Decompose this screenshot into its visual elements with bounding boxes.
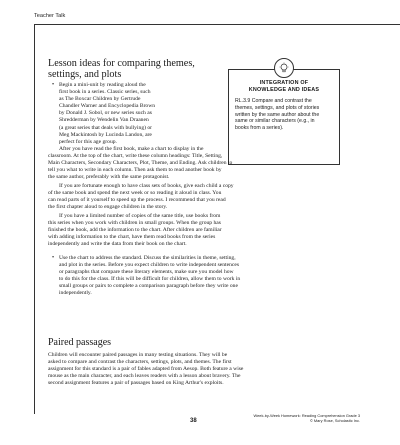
bullet-marker: • bbox=[52, 82, 55, 88]
paragraph-class-sets: If you are fortunate enough to have class sets of books, give each child a copy of the same book and spend the next week or so reading it aloud in class. You can read parts of it yourself to speed up the process. I recommend that you read the first chapter aloud to engage children in the story. bbox=[48, 183, 234, 211]
bullet-paragraph-2: Use the chart to address the standard. Discuss the similarities in theme, setting, and plot in the series. Before you expect children to write independent sentences or paragraphs that compare these literary elements, make sure you model how to do this for the class. If this will be difficult for children, allow them to work in small groups or pairs to complete a comparison paragraph before they write one independently. bbox=[59, 255, 241, 297]
paired-passages-heading: Paired passages bbox=[48, 337, 112, 348]
paragraph-chart-setup: After you have read the first book, make a chart to display in the classroom. At the top of the chart, write these column headings: Title, Setting, Main Characters, Secondary Characters, Plot, Theme, and Ending. Ask children to tell you what to write in each column. Then ask them to read another book by the same author, preferably with the same protagonist. bbox=[48, 146, 233, 181]
sidebar-title: INTEGRATION OF KNOWLEDGE AND IDEAS bbox=[248, 80, 320, 93]
paired-passages-paragraph: Children will encounter paired passages in many testing situations. They will be asked to compare and contrast the characters, settings, plots, and themes. The first assignment for this standard is a pair of fables adapted from Aesop. Both feature a wise mouse as the main character, and each leaves readers with a lesson about bravery. The second assignment features a pair of passages based on King Arthur's exploits. bbox=[48, 352, 244, 387]
top-rule bbox=[34, 24, 400, 25]
left-rule bbox=[34, 24, 35, 414]
bullet-marker: • bbox=[52, 255, 55, 261]
running-header: Teacher Talk bbox=[34, 13, 66, 19]
lesson-heading: Lesson ideas for comparing themes, settings, and plots bbox=[48, 58, 195, 81]
bullet-paragraph-1: Begin a mini-unit by reading aloud the first book in a series. Classic series, such as The Boxcar Children by Gertrude Chandler Warner and Encyclopedia Brown by Donald J. Sobol, or new series such as Shredderman by Wendelin Van Draanen (a great series that deals with bullying) or Meg Mackintosh by Lucinda Landon, are perfect for this age group. bbox=[59, 82, 156, 145]
lightbulb-icon bbox=[274, 58, 294, 78]
page-number: 38 bbox=[190, 418, 197, 424]
footer-credit: Week-by-Week Homework: Reading Comprehension Grade 3 © Mary Rose, Scholastic Inc. bbox=[253, 413, 360, 423]
paragraph-small-groups: If you have a limited number of copies of the same title, use books from this series when you work with children in small groups. When the group has finished the book, add the information to the chart. After children are familiar with adding information to the chart, have them read books from the series independently and write the data from their book on the chart. bbox=[48, 213, 222, 248]
sidebar-body: RL.3.9 Compare and contrast the themes, settings, and plots of stories written by the same author about the same or similar characters (e.g., in books from a series). bbox=[235, 98, 320, 132]
